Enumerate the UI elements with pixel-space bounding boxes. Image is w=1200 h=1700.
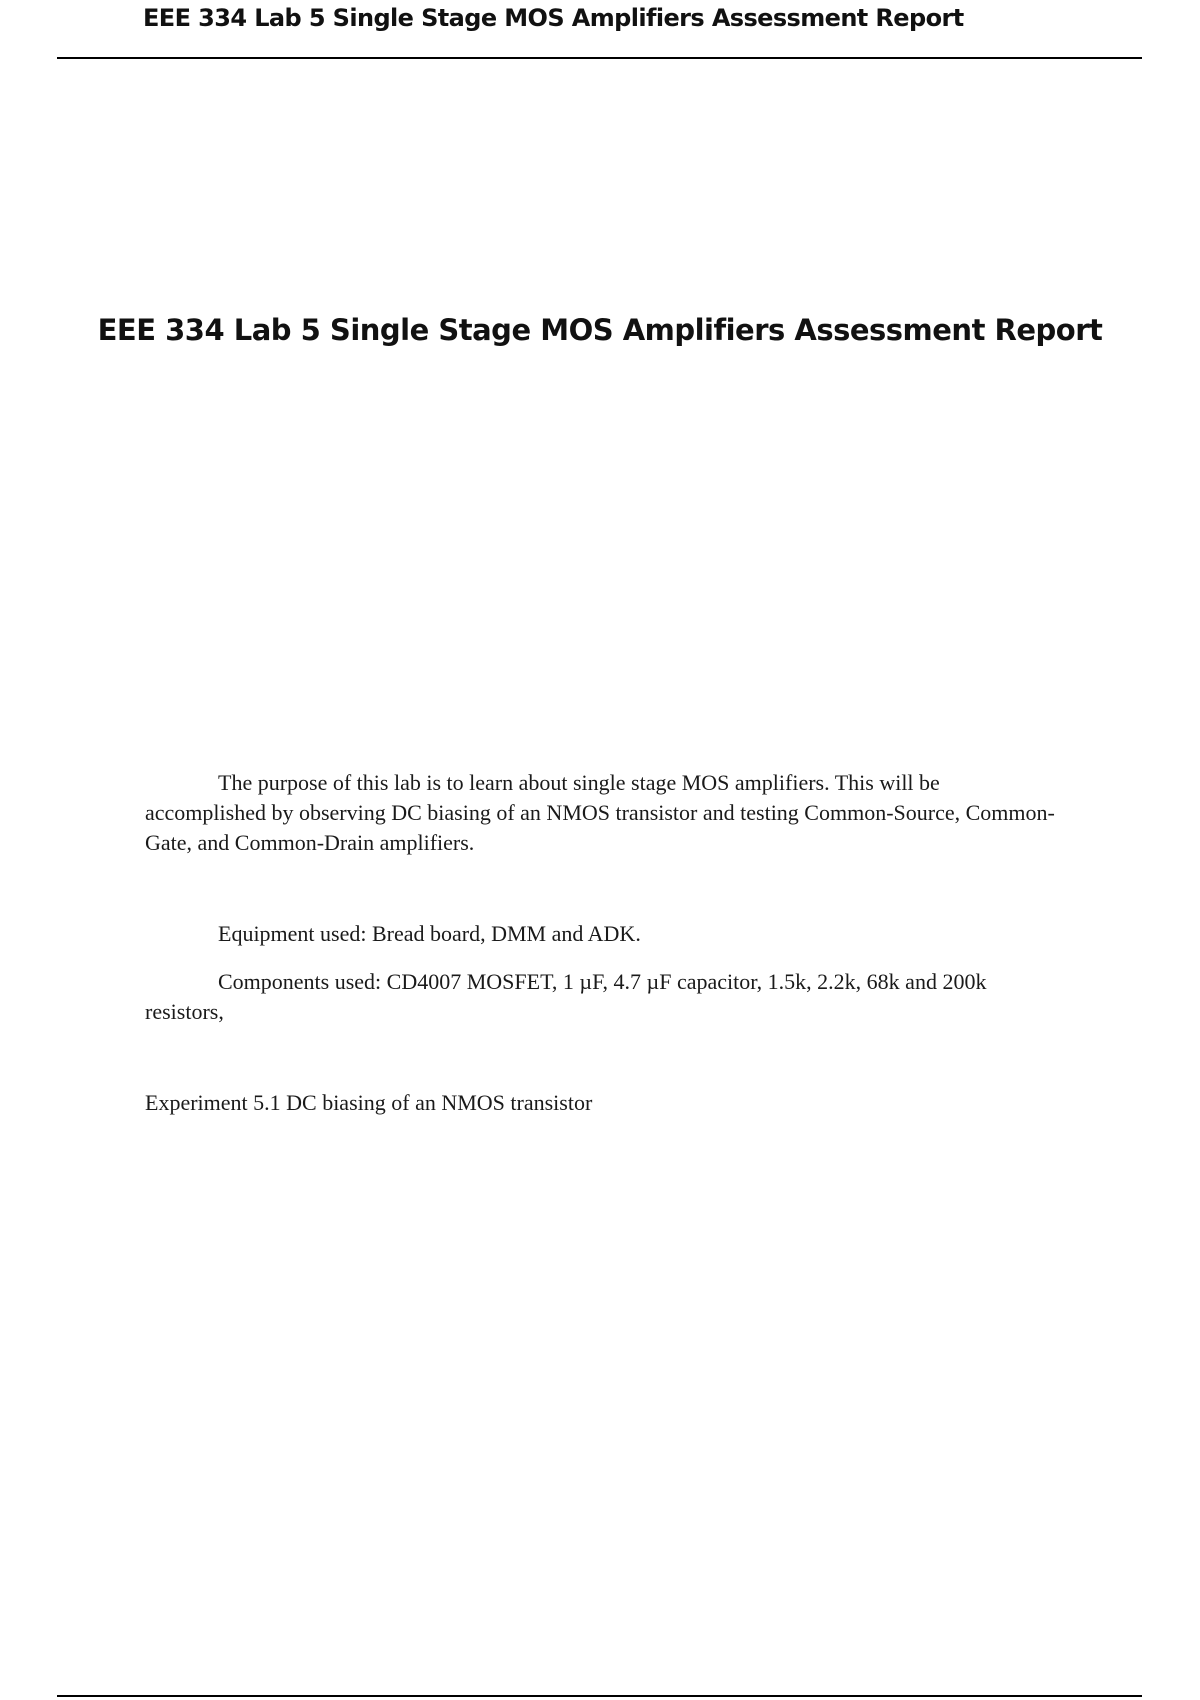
components-paragraph (145, 967, 1065, 1027)
equipment-paragraph (145, 919, 1065, 949)
footer-divider (57, 1695, 1142, 1697)
experiment-heading: Experiment 5.1 DC biasing of an NMOS transistor (145, 1090, 593, 1115)
purpose-text: The purpose of this lab is to learn about single stage MOS amplifiers. This will be accomplished by observing DC biasing of an NMOS transistor and testing Common-Source, Common-Gate, and Common-Drain amplifiers. (145, 770, 1055, 855)
purpose-paragraph (145, 768, 1065, 858)
page-title: EEE 334 Lab 5 Single Stage MOS Amplifiers Assessment Report (97, 313, 1103, 347)
components-text: Components used: CD4007 MOSFET, 1 µF, 4.7 µF capacitor, 1.5k, 2.2k, 68k and 200k resistors, (145, 969, 987, 1024)
running-header: EEE 334 Lab 5 Single Stage MOS Amplifiers Assessment Report (143, 4, 964, 32)
equipment-text: Equipment used: Bread board, DMM and ADK. (218, 921, 641, 946)
header-divider (57, 57, 1142, 59)
